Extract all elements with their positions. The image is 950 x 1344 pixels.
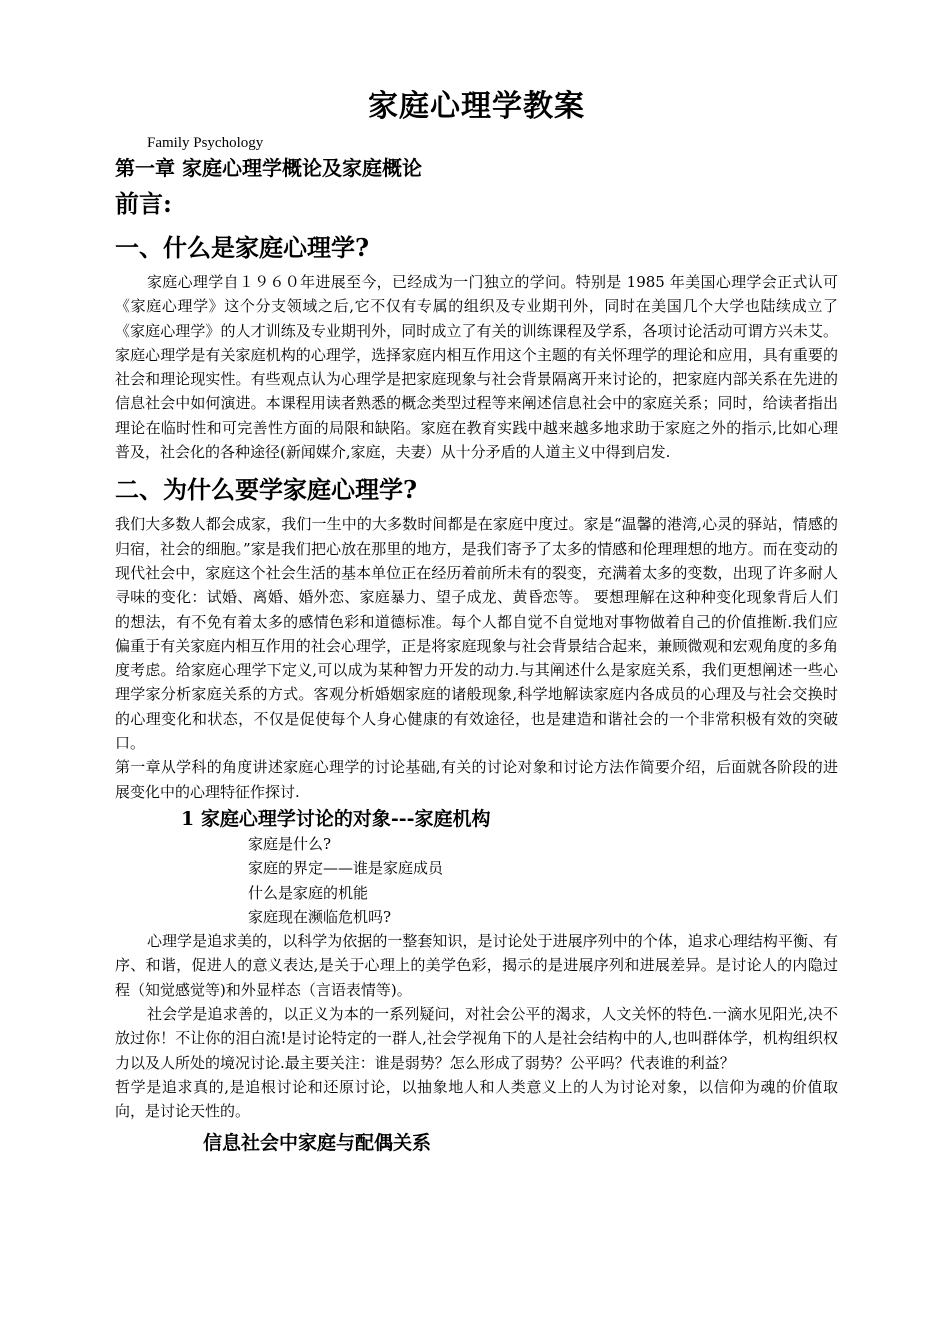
- section-heading-why: 二、为什么要学家庭心理学?: [115, 475, 418, 505]
- paragraph-philosophy: 哲学是追求真的,是追根讨论和还原讨论，以抽象地人和人类意义上的人为讨论对象，以信仰为魂的价值取向，是讨论天性的。: [115, 1077, 838, 1121]
- list-item: 什么是家庭的机能: [248, 883, 369, 902]
- english-subtitle: Family Psychology: [147, 135, 264, 151]
- paragraph-why-study: 我们大多数人都会成家，我们一生中的大多数时间都是在家庭中度过。家是“温馨的港湾,心灵的驿站，情感的归宿，社会的细胞。”家是我们把心放在那里的地方，是我们寄予了太多的情感和伦理理想的地方。而在变动的现代社会中，家庭这个社会生活的基本单位正在经历着前所未有的裂变，充满着太多的变数，出现了许多耐人寻味的变化：试婚、离婚、婚外恋、家庭暴力、望子成龙、黄昏恋等。 要想理解在这种种变化现象背后人们的想法，有不免有着太多的感情色彩和道德标准。每个人都自觉不自觉地对事物做着自己的价值推断.我们应偏重于有关家庭内相互作用的社会心理学，正是将家庭现象与社会背景结合起来，兼顾微观和宏观角度的多角度考虑。给家庭心理学下定义,可以成为某种智力开发的动力.与其阐述什么是家庭关系，我们更想阐述一些心理学家分析家庭关系的方式。客观分析婚姻家庭的诸般现象,科学地解读家庭内各成员的心理及与社会交换时的心理变化和状态，不仅是促使每个人身心健康的有效途径，也是建造和谐社会的一个非常积极有效的突破口。: [115, 515, 838, 753]
- document-title: 家庭心理学教案: [368, 89, 585, 124]
- list-item: 家庭是什么?: [248, 834, 332, 853]
- subsection-heading-information-society: 信息社会中家庭与配偶关系: [203, 1131, 432, 1154]
- document-body: [115, 82, 838, 1158]
- question-list: [248, 832, 838, 929]
- paragraph-what-is-family-psychology: 家庭心理学自１９６０年进展至今，已经成为一门独立的学问。特别是 1985 年美国心理学会正式认可《家庭心理学》这个分支领域之后,它不仅有专属的组织及专业期刊外，同时在美国几个大学也陆续成立了《家庭心理学》的人才训练及专业期刊外，同时成立了有关的训练课程及学系，各项讨论活动可谓方兴未艾。家庭心理学是有关家庭机构的心理学，选择家庭内相互作用这个主题的有关怀理学的理论和应用，具有重要的社会和理论现实性。有些观点认为心理学是把家庭现象与社会背景隔离开来讨论的，把家庭内部关系在先进的信息社会中如何演进。本课程用读者熟悉的概念类型过程等来阐述信息社会中的家庭关系；同时，给读者指出理论在临时性和可完善性方面的局限和缺陷。家庭在教育实践中越来越多地求助于家庭之外的指示,比如心理普及，社会化的各种途径(新闻媒介,家庭，夫妻）从十分矛盾的人道主义中得到启发.: [115, 273, 838, 462]
- section-heading-what: 一、什么是家庭心理学?: [115, 233, 370, 262]
- paragraph-chapter-overview: 第一章从学科的角度讲述家庭心理学的讨论基础,有关的讨论对象和讨论方法作简要介绍，后面就各阶段的进展变化中的心理特征作探讨.: [115, 758, 838, 801]
- subsection-heading-research-object: 1 家庭心理学讨论的对象---家庭机构: [181, 807, 491, 830]
- preface-heading: 前言:: [115, 189, 172, 218]
- list-item: 家庭现在濒临危机吗?: [248, 907, 392, 926]
- chapter-heading: 第一章 家庭心理学概论及家庭概论: [115, 156, 422, 180]
- paragraph-psychology: 心理学是追求美的，以科学为依据的一整套知识，是讨论处于进展序列中的个体，追求心理结构平衡、有序、和谐，促进人的意义表达,是关于心理上的美学色彩，揭示的是进展序列和进展差异。是讨论人的内隐过程（知觉感觉等)和外显样态（言语表情等)。: [115, 932, 838, 999]
- list-item: 家庭的界定——谁是家庭成员: [248, 859, 444, 878]
- paragraph-sociology: 社会学是追求善的，以正义为本的一系列疑问，对社会公平的渴求，人文关怀的特色.一滴水见阳光,决不放过你！不让你的泪白流!是讨论特定的一群人,社会学视角下的人是社会结构中的人,也叫群体学，机构组织权力以及人所处的境况讨论.最主要关注：谁是弱势？怎么形成了弱势？公平吗？代表谁的利益？: [115, 1005, 838, 1072]
